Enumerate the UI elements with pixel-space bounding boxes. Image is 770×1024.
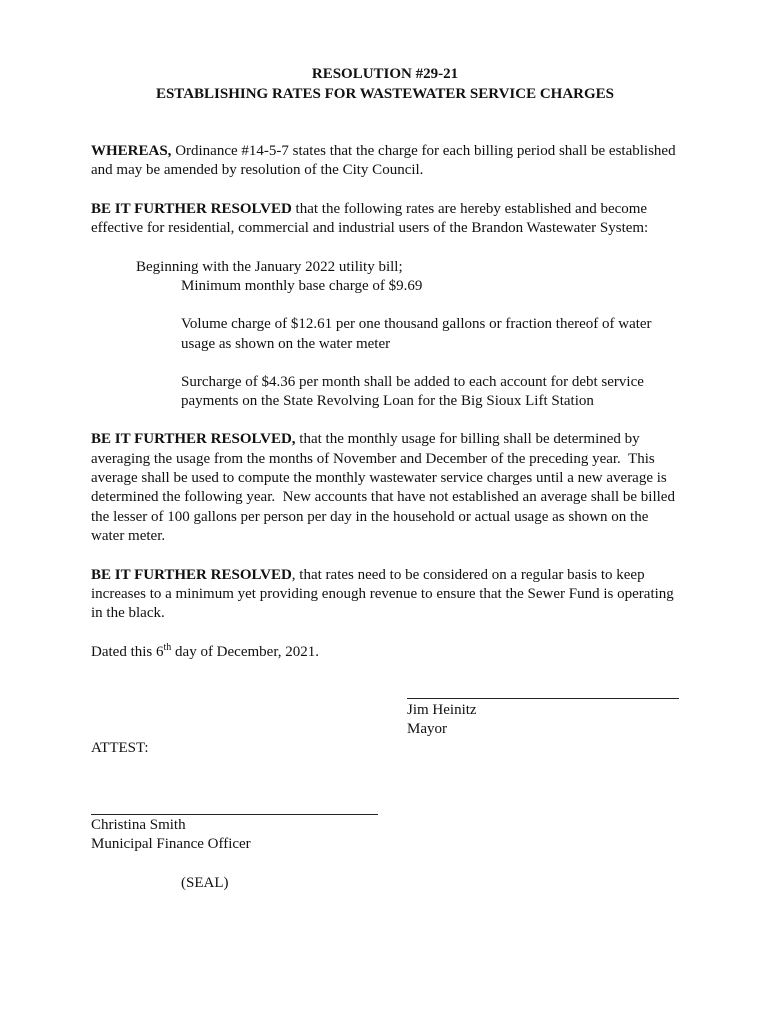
finance-officer-name: Christina Smith	[91, 817, 186, 833]
whereas-text: Ordinance #14-5-7 states that the charge for each billing period shall be established	[175, 143, 676, 159]
rates-resolution-line-1	[91, 200, 647, 219]
base-charge: Minimum monthly base charge of $9.69	[181, 278, 423, 294]
review-resolution-lead: BE IT FURTHER RESOLVED	[91, 567, 292, 583]
volume-charge-line-2: usage as shown on the water meter	[181, 336, 391, 352]
usage-resolution-line-6: water meter.	[91, 528, 166, 544]
resolution-subject: ESTABLISHING RATES FOR WASTEWATER SERVICE CHARGES	[155, 86, 615, 102]
dated-ordinal-suffix: th	[163, 642, 172, 653]
review-resolution-line-3: in the black.	[91, 605, 165, 621]
seal-label: (SEAL)	[181, 875, 229, 891]
whereas-lead: WHEREAS,	[91, 143, 172, 159]
volume-charge-line-1: Volume charge of $12.61 per one thousand gallons or fraction thereof of water	[181, 316, 652, 332]
surcharge-line-1: Surcharge of $4.36 per month shall be added to each account for debt service	[181, 374, 644, 390]
attest-label: ATTEST:	[91, 740, 149, 756]
finance-officer-title: Municipal Finance Officer	[91, 836, 251, 852]
finance-officer-signature-line	[91, 814, 378, 815]
rates-resolution-line-2: effective for residential, commercial and industrial users of the Brandon Wastewater System:	[91, 220, 649, 236]
review-resolution-line-1	[91, 566, 645, 585]
usage-resolution-text: that the monthly usage for billing shall be determined by	[299, 431, 640, 447]
dated-line	[91, 643, 319, 662]
usage-resolution-line-4: determined the following year. New accounts that have not established an average shall be billed	[91, 489, 675, 505]
review-resolution-text: , that rates need to be considered on a regular basis to keep	[291, 567, 645, 583]
review-resolution-line-2: increases to a minimum yet providing enough revenue to ensure that the Sewer Fund is operating	[91, 586, 674, 602]
dated-text: Dated this 6	[91, 644, 164, 660]
usage-resolution-line-2: averaging the usage from the months of November and December of the preceding year. This	[91, 451, 655, 467]
whereas-line-1	[91, 142, 676, 161]
mayor-title: Mayor	[407, 721, 447, 737]
usage-resolution-lead: BE IT FURTHER RESOLVED,	[91, 431, 296, 447]
mayor-signature-line	[407, 698, 679, 699]
whereas-line-2: and may be amended by resolution of the City Council.	[91, 162, 424, 178]
dated-text-rest: day of December, 2021.	[175, 644, 319, 660]
rates-resolution-text: that the following rates are hereby established and become	[295, 201, 648, 217]
mayor-name: Jim Heinitz	[407, 702, 477, 718]
rates-effective-date: Beginning with the January 2022 utility bill;	[136, 259, 403, 275]
resolution-number: RESOLUTION #29-21	[311, 66, 459, 82]
usage-resolution-line-3: average shall be used to compute the monthly wastewater service charges until a new average is	[91, 470, 667, 486]
usage-resolution-line-5: the lesser of 100 gallons per person per day in the household or actual usage as shown on the	[91, 509, 649, 525]
rates-resolution-lead: BE IT FURTHER RESOLVED	[91, 201, 292, 217]
surcharge-line-2: payments on the State Revolving Loan for the Big Sioux Lift Station	[181, 393, 594, 409]
usage-resolution-line-1	[91, 430, 640, 449]
